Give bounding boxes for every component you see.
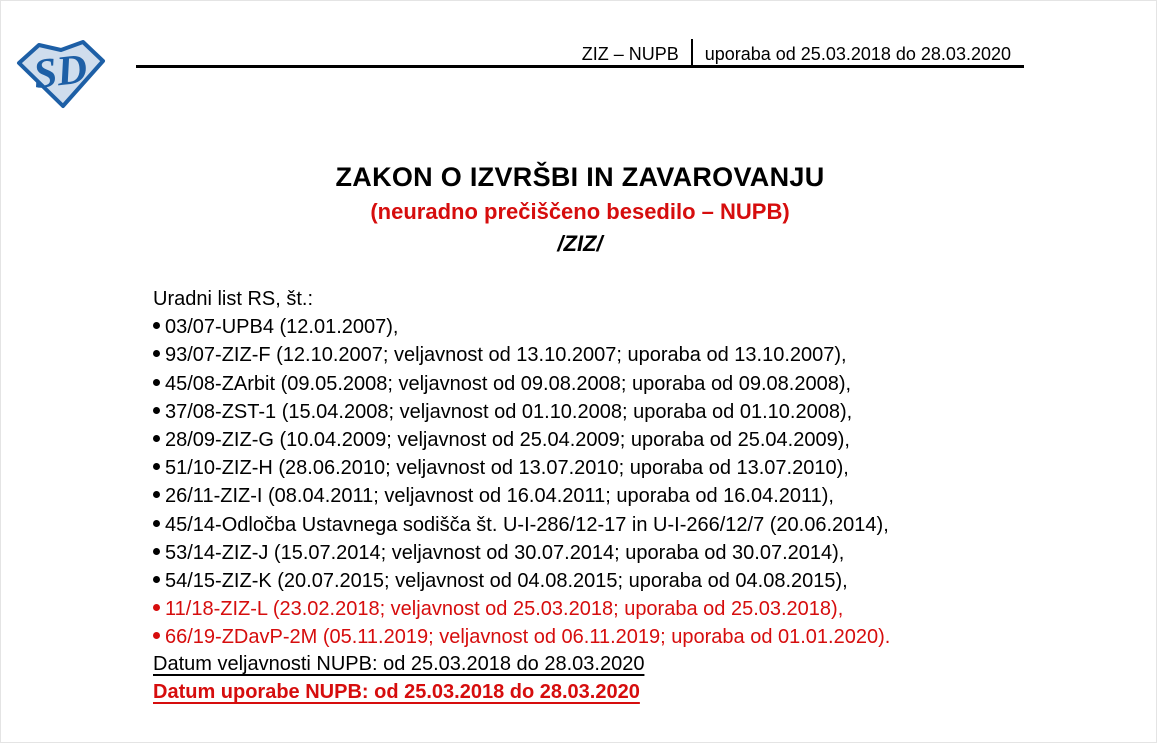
gazette-entry-text: 54/15-ZIZ-K (20.07.2015; veljavnost od 04.08.2015; uporaba od 04.08.2015), [165, 570, 848, 593]
bullet-icon [153, 463, 160, 470]
page-header [582, 39, 1011, 66]
gazette-entry-text: 37/08-ZST-1 (15.04.2008; veljavnost od 01.10.2008; uporaba od 01.10.2008), [165, 400, 853, 423]
bullet-icon [153, 435, 160, 442]
gazette-entry [153, 398, 890, 426]
header-doc-code: ZIZ – NUPB [581, 44, 679, 64]
gazette-entry [153, 370, 890, 398]
bullet-icon [153, 407, 160, 414]
logo-letters: SD [30, 45, 90, 99]
publisher-logo [15, 37, 107, 109]
gazette-entry [153, 511, 890, 539]
gazette-intro: Uradni list RS, št.: [153, 288, 314, 310]
header-rule [136, 65, 1024, 68]
gazette-entry [153, 539, 890, 567]
gazette-section [153, 285, 890, 652]
gazette-entry-text: 51/10-ZIZ-H (28.06.2010; veljavnost od 13.07.2010; uporaba od 13.07.2010), [165, 457, 849, 480]
gazette-entry [153, 567, 890, 595]
gazette-entry-text: 66/19-ZDavP-2M (05.11.2019; veljavnost od 06.11.2019; uporaba od 01.01.2020). [165, 626, 891, 649]
bullet-icon [153, 520, 160, 527]
document-title: ZAKON O IZVRŠBI IN ZAVAROVANJU [335, 162, 825, 192]
bullet-icon [153, 576, 160, 583]
gazette-entry-text: 11/18-ZIZ-L (23.02.2018; veljavnost od 25.03.2018; uporaba od 25.03.2018), [165, 598, 844, 621]
validity-date-line: Datum veljavnosti NUPB: od 25.03.2018 do 28.03.2020 [153, 653, 645, 675]
gazette-entry [153, 454, 890, 482]
document-subtitle: (neuradno prečiščeno besedilo – NUPB) [370, 199, 790, 224]
bullet-icon [153, 632, 160, 639]
gazette-entry [153, 341, 890, 369]
gazette-entry-text: 28/09-ZIZ-G (10.04.2009; veljavnost od 25.04.2009; uporaba od 25.04.2009), [165, 429, 850, 452]
gazette-entry-text: 45/14-Odločba Ustavnega sodišča št. U-I-286/12-17 in U-I-266/12/7 (20.06.2014), [165, 513, 889, 536]
bullet-icon [153, 322, 160, 329]
gazette-entry-text: 93/07-ZIZ-F (12.10.2007; veljavnost od 13.10.2007; uporaba od 13.10.2007), [165, 344, 847, 367]
usage-date-line: Datum uporabe NUPB: od 25.03.2018 do 28.03.2020 [153, 681, 640, 703]
gazette-entry [153, 482, 890, 510]
header-usage-range: uporaba od 25.03.2018 do 28.03.2020 [704, 44, 1011, 64]
gazette-entry-text: 26/11-ZIZ-I (08.04.2011; veljavnost od 16.04.2011; uporaba od 16.04.2011), [165, 485, 834, 508]
gazette-entry [153, 595, 890, 623]
bullet-icon [153, 491, 160, 498]
gazette-entry-text: 45/08-ZArbit (09.05.2008; veljavnost od 09.08.2008; uporaba od 09.08.2008), [165, 372, 852, 395]
bullet-icon [153, 350, 160, 357]
bullet-icon [153, 604, 160, 611]
gazette-entry [153, 623, 890, 651]
gazette-entry [153, 313, 890, 341]
shield-sd-icon [15, 37, 107, 109]
gazette-entry-text: 53/14-ZIZ-J (15.07.2014; veljavnost od 30.07.2014; uporaba od 30.07.2014), [165, 541, 845, 564]
document-abbreviation: /ZIZ/ [557, 231, 603, 256]
title-block [136, 162, 1024, 257]
bullet-icon [153, 548, 160, 555]
gazette-entry-text: 03/07-UPB4 (12.01.2007), [165, 316, 399, 339]
validity-section [153, 650, 644, 706]
gazette-entry [153, 426, 890, 454]
bullet-icon [153, 379, 160, 386]
